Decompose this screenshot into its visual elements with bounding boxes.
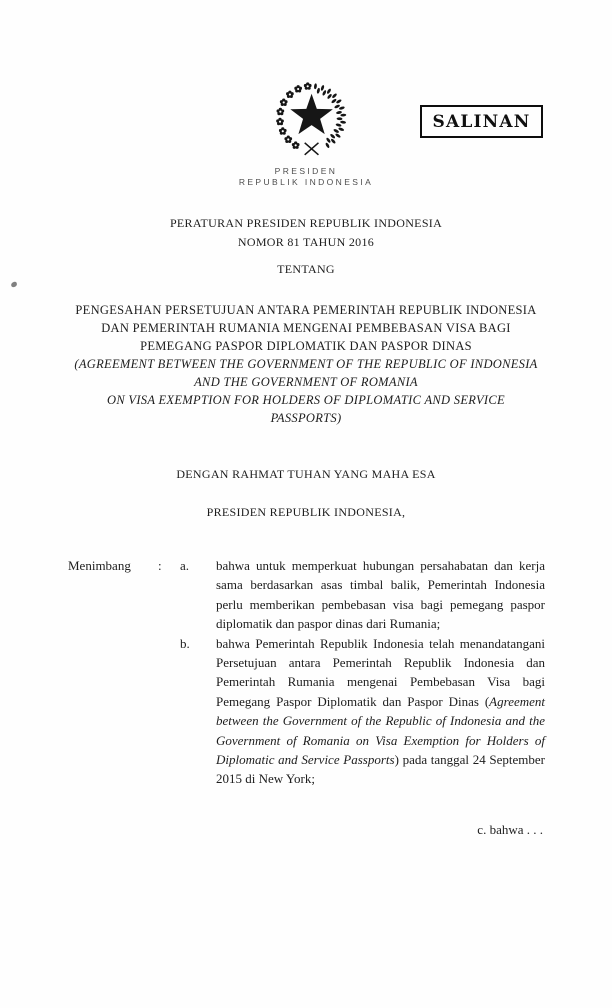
consideration-text-b: [216, 634, 545, 789]
subject-line-id-3: PEMEGANG PASPOR DIPLOMATIK DAN PASPOR DINAS: [140, 339, 472, 353]
page-catchword: c. bahwa . . .: [477, 822, 543, 837]
considerations-block: [68, 556, 545, 789]
letterhead-presiden: PRESIDEN: [274, 166, 338, 176]
issuing-authority: PRESIDEN REPUBLIK INDONESIA,: [206, 505, 406, 519]
state-emblem-icon: [264, 80, 354, 166]
subject-line-en-1: (AGREEMENT BETWEEN THE GOVERNMENT OF THE REPUBLIC OF INDONESIA: [74, 357, 538, 371]
salinan-stamp: SALINAN: [420, 105, 543, 138]
tentang-heading: TENTANG: [277, 262, 335, 276]
consideration-text-b-roman-1: bahwa Pemerintah Republik Indonesia telah menandatangani Persetujuan antara Pemerintah Republik Indonesia dan Pemerintah Rumania mengenai Pembebasan Visa bagi Pemegang Paspor Diplomatik dan Paspor Dinas (: [216, 635, 545, 709]
consideration-text-b-roman-2: ) pada tanggal 24 September 2015 di New York;: [216, 752, 545, 787]
consideration-item-b: [180, 634, 545, 789]
consideration-item-a: [180, 556, 545, 634]
considerations-items: [180, 556, 545, 789]
subject-line-en-2: AND THE GOVERNMENT OF ROMANIA: [194, 375, 418, 389]
subject-line-id-1: PENGESAHAN PERSETUJUAN ANTARA PEMERINTAH REPUBLIK INDONESIA: [75, 303, 537, 317]
consideration-marker-b: b.: [180, 635, 190, 651]
scan-artifact: [10, 281, 17, 288]
grace-formula: DENGAN RAHMAT TUHAN YANG MAHA ESA: [176, 467, 436, 481]
subject-line-id-2: DAN PEMERINTAH RUMANIA MENGENAI PEMBEBASAN VISA BAGI: [101, 321, 511, 335]
subject-line-en-4: PASSPORTS): [270, 411, 342, 425]
consideration-text-b-italic: Agreement between the Government of the Republic of Indonesia and the Government of Romania on Visa Exemption for Holders of Diplomatic and Service Passports: [216, 693, 545, 768]
subject-line-en-3: ON VISA EXEMPTION FOR HOLDERS OF DIPLOMATIC AND SERVICE: [107, 393, 505, 407]
letterhead-republik-indonesia: REPUBLIK INDONESIA: [238, 177, 374, 187]
consideration-text-a: bahwa untuk memperkuat hubungan persahabatan dan kerja sama berdasarkan asas timbal balik, Pemerintah Indonesia perlu memberikan pembebasan visa bagi pemegang paspor diplomatik dan paspor dinas dari Rumania;: [216, 558, 545, 632]
consideration-marker-a: a.: [180, 558, 190, 573]
considerations-colon: :: [158, 558, 162, 573]
regulation-number: NOMOR 81 TAHUN 2016: [237, 235, 375, 249]
considerations-label: Menimbang: [68, 558, 131, 573]
regulation-title: PERATURAN PRESIDEN REPUBLIK INDONESIA: [169, 216, 443, 230]
